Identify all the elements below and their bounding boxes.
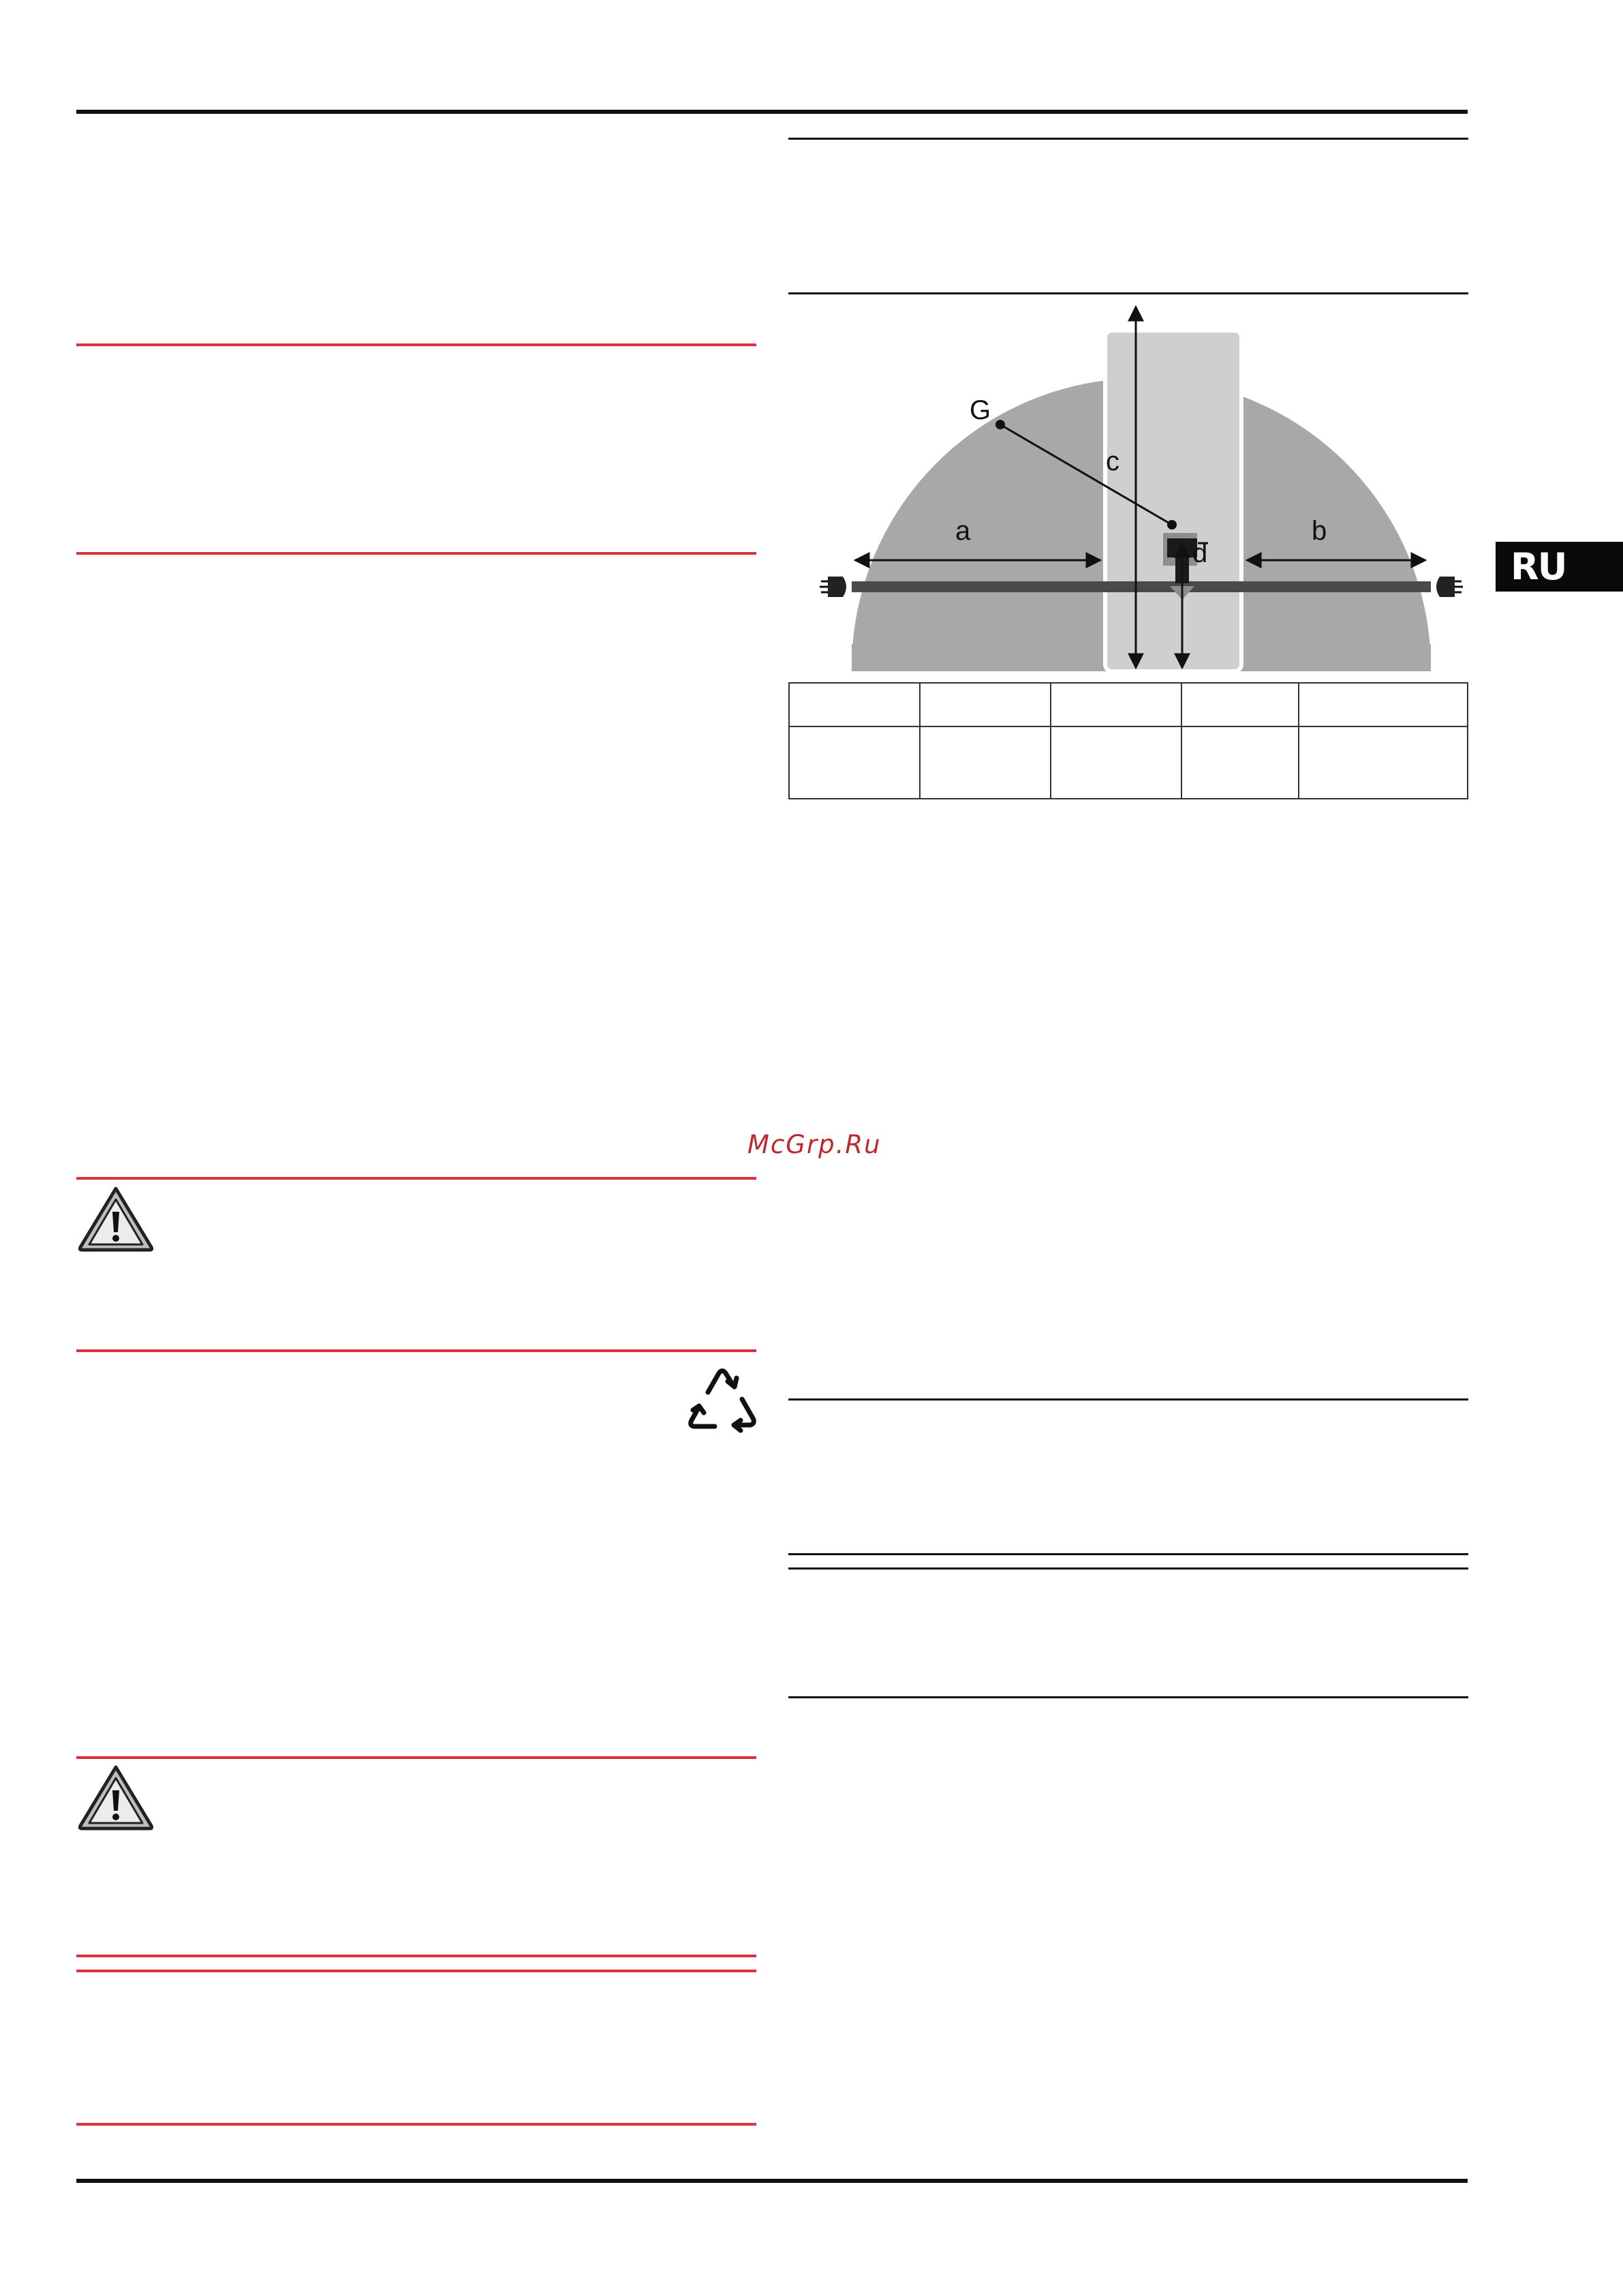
installation-clearance-diagram [814, 300, 1468, 671]
table-cell [1299, 683, 1468, 726]
warning-triangle-icon [76, 1184, 155, 1253]
table-cell [1299, 726, 1468, 799]
label-b: b [1312, 516, 1327, 546]
section-rule [76, 2123, 756, 2126]
label-d: d [1192, 538, 1208, 568]
section-rule [788, 1398, 1468, 1400]
warning-rule-top [76, 1756, 756, 1759]
warning-rule-top [76, 1177, 756, 1180]
power-cable [852, 581, 1431, 592]
warning-triangle-icon [76, 1763, 155, 1831]
section-rule [788, 138, 1468, 140]
label-g: G [970, 395, 991, 425]
table-cell [1051, 683, 1181, 726]
language-badge: RU [1496, 542, 1623, 592]
recycle-icon [685, 1365, 760, 1440]
table-cell [1051, 726, 1181, 799]
section-rule [788, 1567, 1468, 1570]
table-cell [920, 726, 1051, 799]
table-cell [789, 726, 920, 799]
plug-right-icon [1436, 577, 1463, 597]
label-c: c [1106, 446, 1119, 476]
watermark-text: McGrp.Ru [747, 1130, 882, 1159]
warning-rule-bottom [76, 1955, 756, 1957]
table-header-row [789, 683, 1468, 726]
header-rule [76, 110, 1468, 114]
plug-left-icon [820, 577, 846, 597]
section-rule [788, 292, 1468, 294]
clearance-zone-inner [1105, 331, 1241, 671]
table-row [789, 726, 1468, 799]
label-a: a [955, 516, 971, 546]
footer-rule [76, 2179, 1468, 2183]
warning-rule-bottom [76, 1349, 756, 1352]
table-cell [1181, 683, 1299, 726]
section-rule [788, 1553, 1468, 1555]
table-cell [1181, 726, 1299, 799]
section-rule [76, 552, 756, 555]
table-cell [920, 683, 1051, 726]
section-rule [76, 1970, 756, 1972]
table-cell [789, 683, 920, 726]
section-rule [788, 1696, 1468, 1698]
section-rule [76, 343, 756, 346]
dimension-table [788, 682, 1468, 799]
